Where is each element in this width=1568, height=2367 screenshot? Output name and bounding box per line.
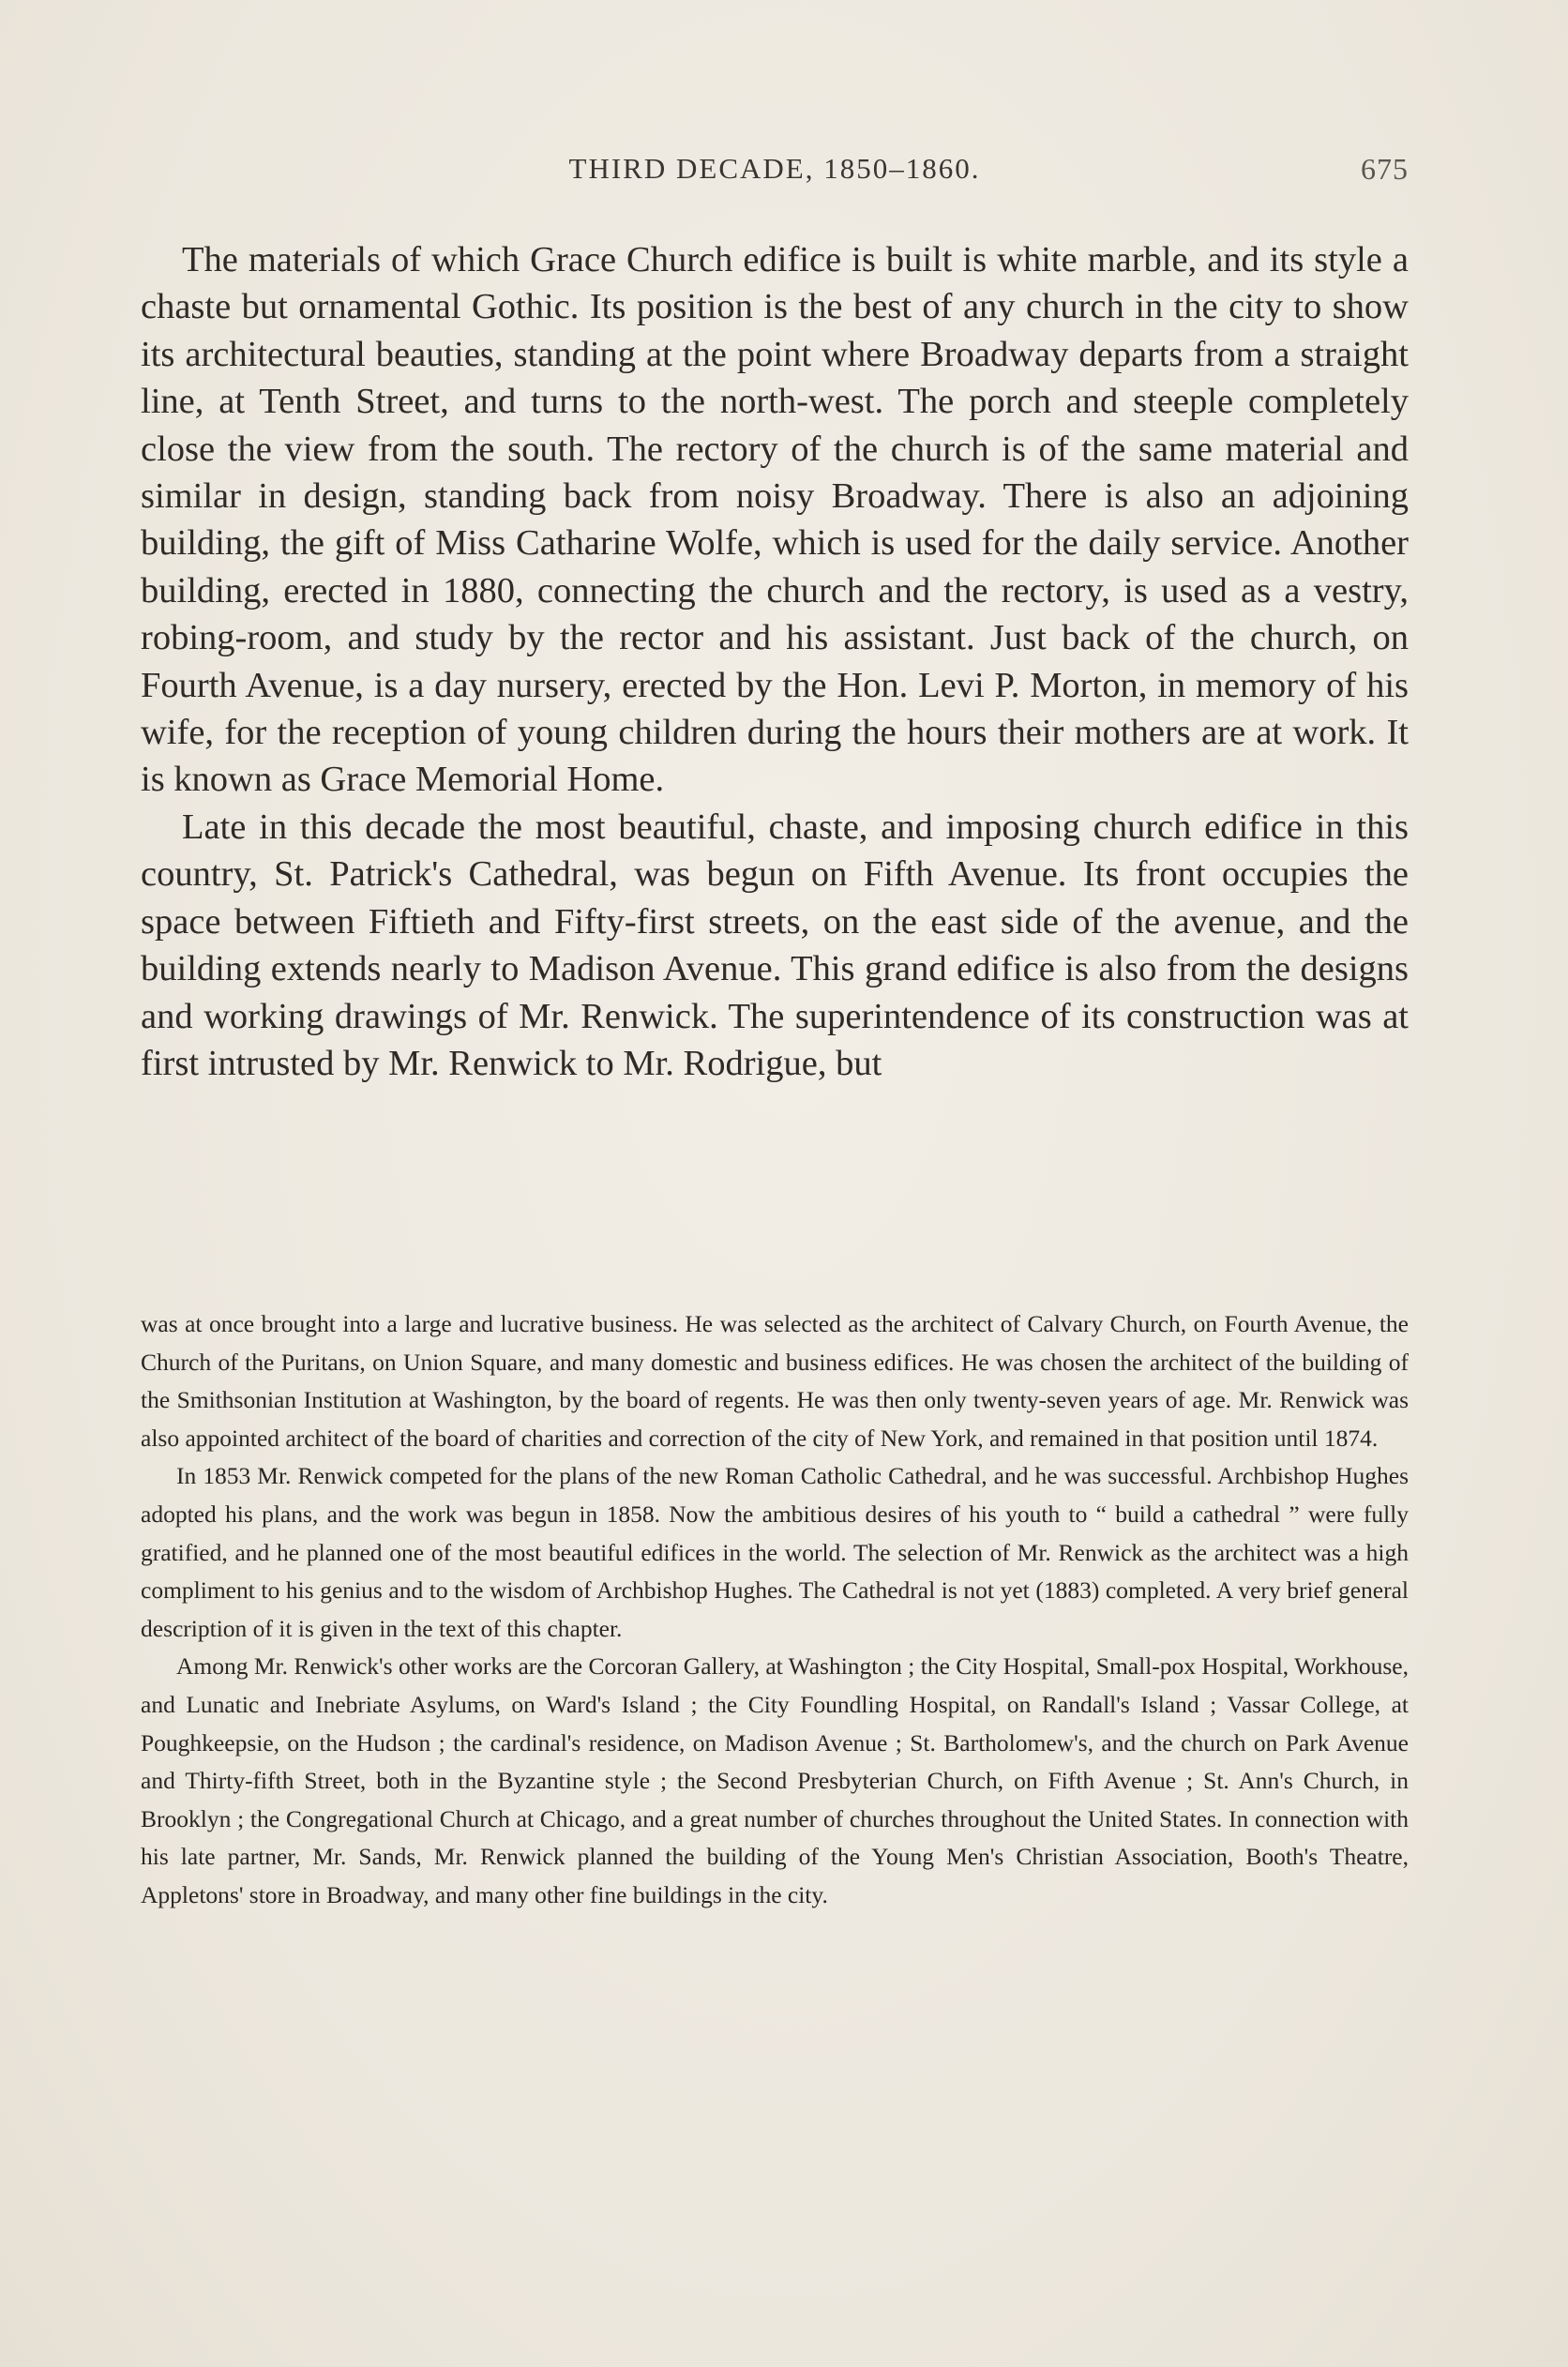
main-text [141, 236, 1409, 1087]
footnotes [141, 1305, 1409, 1915]
footnote-paragraph: was at once brought into a large and lucrative business. He was selected as the architect of Calvary Church, on Fourth Avenue, the Church of the Puritans, on Union Square, and many domestic and business edifices. He was chosen the architect of the building of the Smithsonian Institution at Washington, by the board of regents. He was then only twenty-seven years of age. Mr. Renwick was also appointed architect of the board of charities and correction of the city of New York, and remained in that position until 1874. [141, 1310, 1409, 1452]
running-head: THIRD DECADE, 1850–1860. [568, 152, 981, 185]
body-paragraph: Late in this decade the most beautiful, chaste, and imposing church edifice in this country, St. Patrick's Cathedral, was begun on Fifth Avenue. Its front occupies the space between Fiftieth and Fifty-first streets, on the east side of the avenue, and the building extends nearly to Madison Avenue. This grand edifice is also from the designs and working drawings of Mr. Renwick. The superintendence of its construction was at first intrusted by Mr. Renwick to Mr. Rodrigue, but [141, 807, 1409, 1083]
body-paragraph: The materials of which Grace Church edifice is built is white marble, and its style a chaste but ornamental Gothic. Its position is the best of any church in the city to show its architectural beauties, standing at the point where Broadway departs from a straight line, at Tenth Street, and turns to the north-west. The porch and steeple completely close the view from the south. The rectory of the church is of the same material and similar in design, standing back from noisy Broadway. There is also an adjoining building, the gift of Miss Catharine Wolfe, which is used for the daily service. Another building, erected in 1880, connecting the church and the rectory, is used as a vestry, robing-room, and study by the rector and his assistant. Just back of the church, on Fourth Avenue, is a day nursery, erected by the Hon. Levi P. Morton, in memory of his wife, for the reception of young children during the hours their mothers are at work. It is known as Grace Memorial Home. [141, 240, 1409, 800]
page-number: 675 [1361, 152, 1409, 186]
footnote-paragraph: Among Mr. Renwick's other works are the Corcoran Gallery, at Washington ; the City Hospital, Small-pox Hospital, Workhouse, and Lunatic and Inebriate Asylums, on Ward's Island ; the City Foundling Hospital, on Randall's Island ; Vassar College, at Poughkeepsie, on the Hudson ; the cardinal's residence, on Madison Avenue ; St. Bartholomew's, and the church on Park Avenue and Thirty-fifth Street, both in the Byzantine style ; the Second Presbyterian Church, on Fifth Avenue ; St. Ann's Church, in Brooklyn ; the Congregational Church at Chicago, and a great number of churches throughout the United States. In connection with his late partner, Mr. Sands, Mr. Renwick planned the building of the Young Men's Christian Association, Booth's Theatre, Appletons' store in Broadway, and many other fine buildings in the city. [141, 1652, 1409, 1908]
footnote-paragraph: In 1853 Mr. Renwick competed for the plans of the new Roman Catholic Cathedral, and he was successful. Archbishop Hughes adopted his plans, and the work was begun in 1858. Now the ambitious desires of his youth to “ build a cathedral ” were fully gratified, and he planned one of the most beautiful edifices in the world. The selection of Mr. Renwick as the architect was a high compliment to his genius and to the wisdom of Archbishop Hughes. The Cathedral is not yet (1883) completed. A very brief general description of it is given in the text of this chapter. [141, 1462, 1409, 1642]
page-header [141, 152, 1409, 199]
